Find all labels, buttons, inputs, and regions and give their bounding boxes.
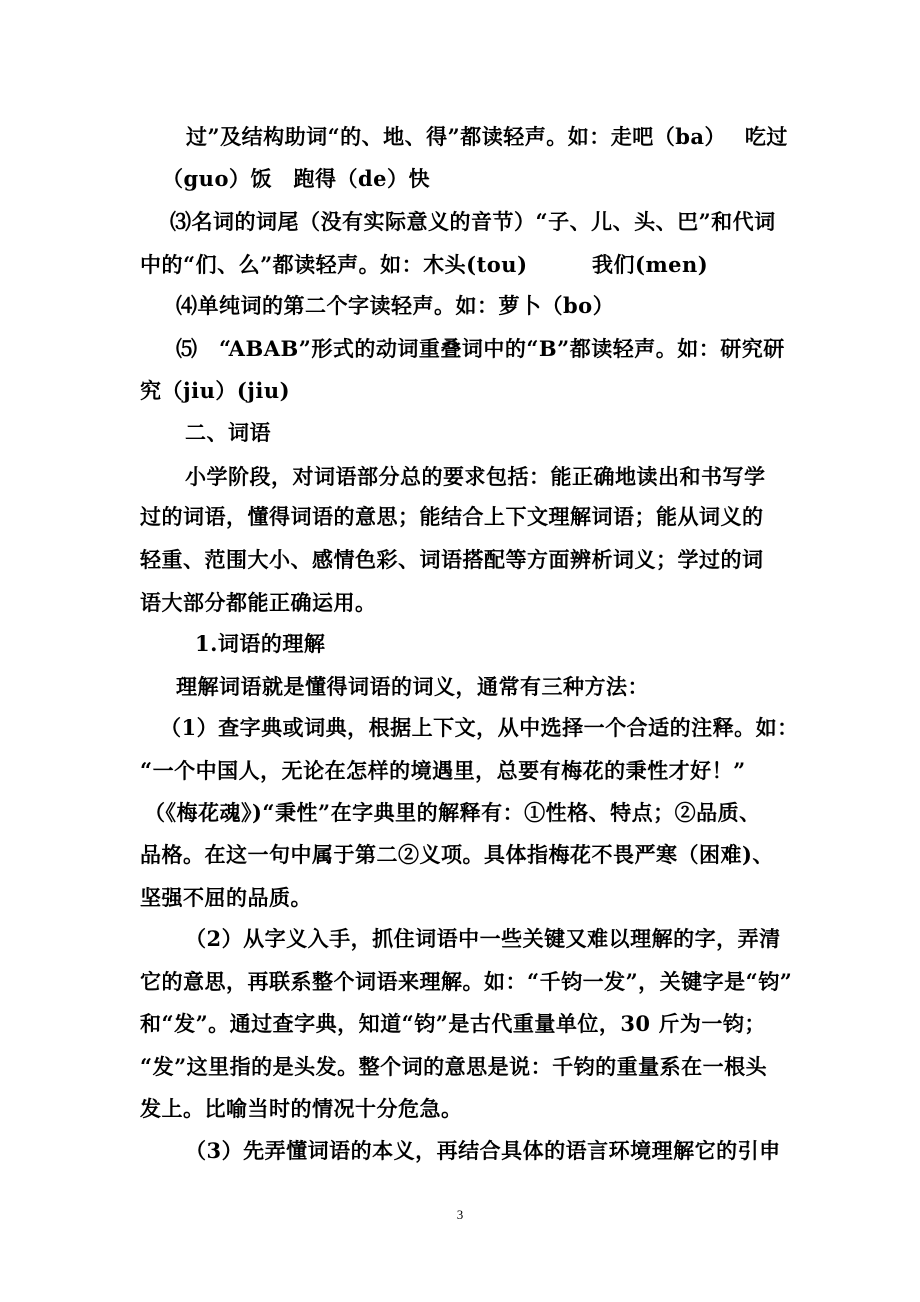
text-line: （《梅花魂》)“秉性”在字典里的解释有：①性格、特点；②品质、 [144, 800, 761, 825]
page-number: 3 [456, 1207, 464, 1222]
text-line: 和“发”。通过查字典，知道“钧”是古代重量单位，30 斤为一钧； [140, 1011, 766, 1036]
text-line: “一个中国人，无论在怎样的境遇里，总要有梅花的秉性才好！” [140, 758, 746, 783]
text-line: （3）先弄懂词语的本义，再结合具体的语言环境理解它的引申 [185, 1138, 781, 1163]
text-line: 究（jiu）(jiu) [140, 378, 291, 403]
text-line: （guo）饭 跑得（de）快 [162, 166, 431, 191]
text-line: 品格。在这一句中属于第二②义项。具体指梅花不畏严寒（困难)、 [140, 842, 774, 867]
subsection-heading: 1.词语的理解 [195, 631, 326, 656]
text-line: 语大部分都能正确运用。 [140, 590, 377, 615]
text-line: （1）查字典或词典，根据上下文，从中选择一个合适的注释。如： [160, 715, 799, 740]
text-line: ⑶名词的词尾（没有实际意义的音节）“子、儿、头、巴”和代词 [170, 209, 776, 234]
text-line: 小学阶段，对词语部分总的要求包括：能正确地读出和书写学 [185, 464, 766, 489]
section-heading: 二、词语 [185, 420, 271, 445]
text-line: （2）从字义入手，抓住词语中一些关键又难以理解的字，弄清 [185, 926, 781, 951]
text-line: ⑷单纯词的第二个字读轻声。如：萝卜（bo） [176, 293, 615, 318]
text-line: 过的词语，懂得词语的意思；能结合上下文理解词语；能从词义的 [140, 504, 764, 529]
text-line: 坚强不屈的品质。 [140, 885, 312, 910]
text-line: 发上。比喻当时的情况十分危急。 [140, 1096, 463, 1121]
text-line: 过”及结构助词“的、地、得”都读轻声。如：走吧（ba） 吃过 [186, 124, 788, 149]
text-line: 理解词语就是懂得词语的词义，通常有三种方法： [176, 674, 649, 699]
text-line: 中的“们、么”都读轻声。如：木头(tou) 我们(men) [140, 252, 709, 277]
text-line: 它的意思，再联系整个词语来理解。如：“千钧一发”，关键字是“钧” [140, 969, 793, 994]
text-line: ⑸ “ABAB”形式的动词重叠词中的“B”都读轻声。如：研究研 [176, 336, 785, 361]
text-line: “发”这里指的是头发。整个词的意思是说：千钧的重量系在一根头 [140, 1054, 768, 1079]
text-line: 轻重、范围大小、感情色彩、词语搭配等方面辨析词义；学过的词 [140, 547, 764, 572]
